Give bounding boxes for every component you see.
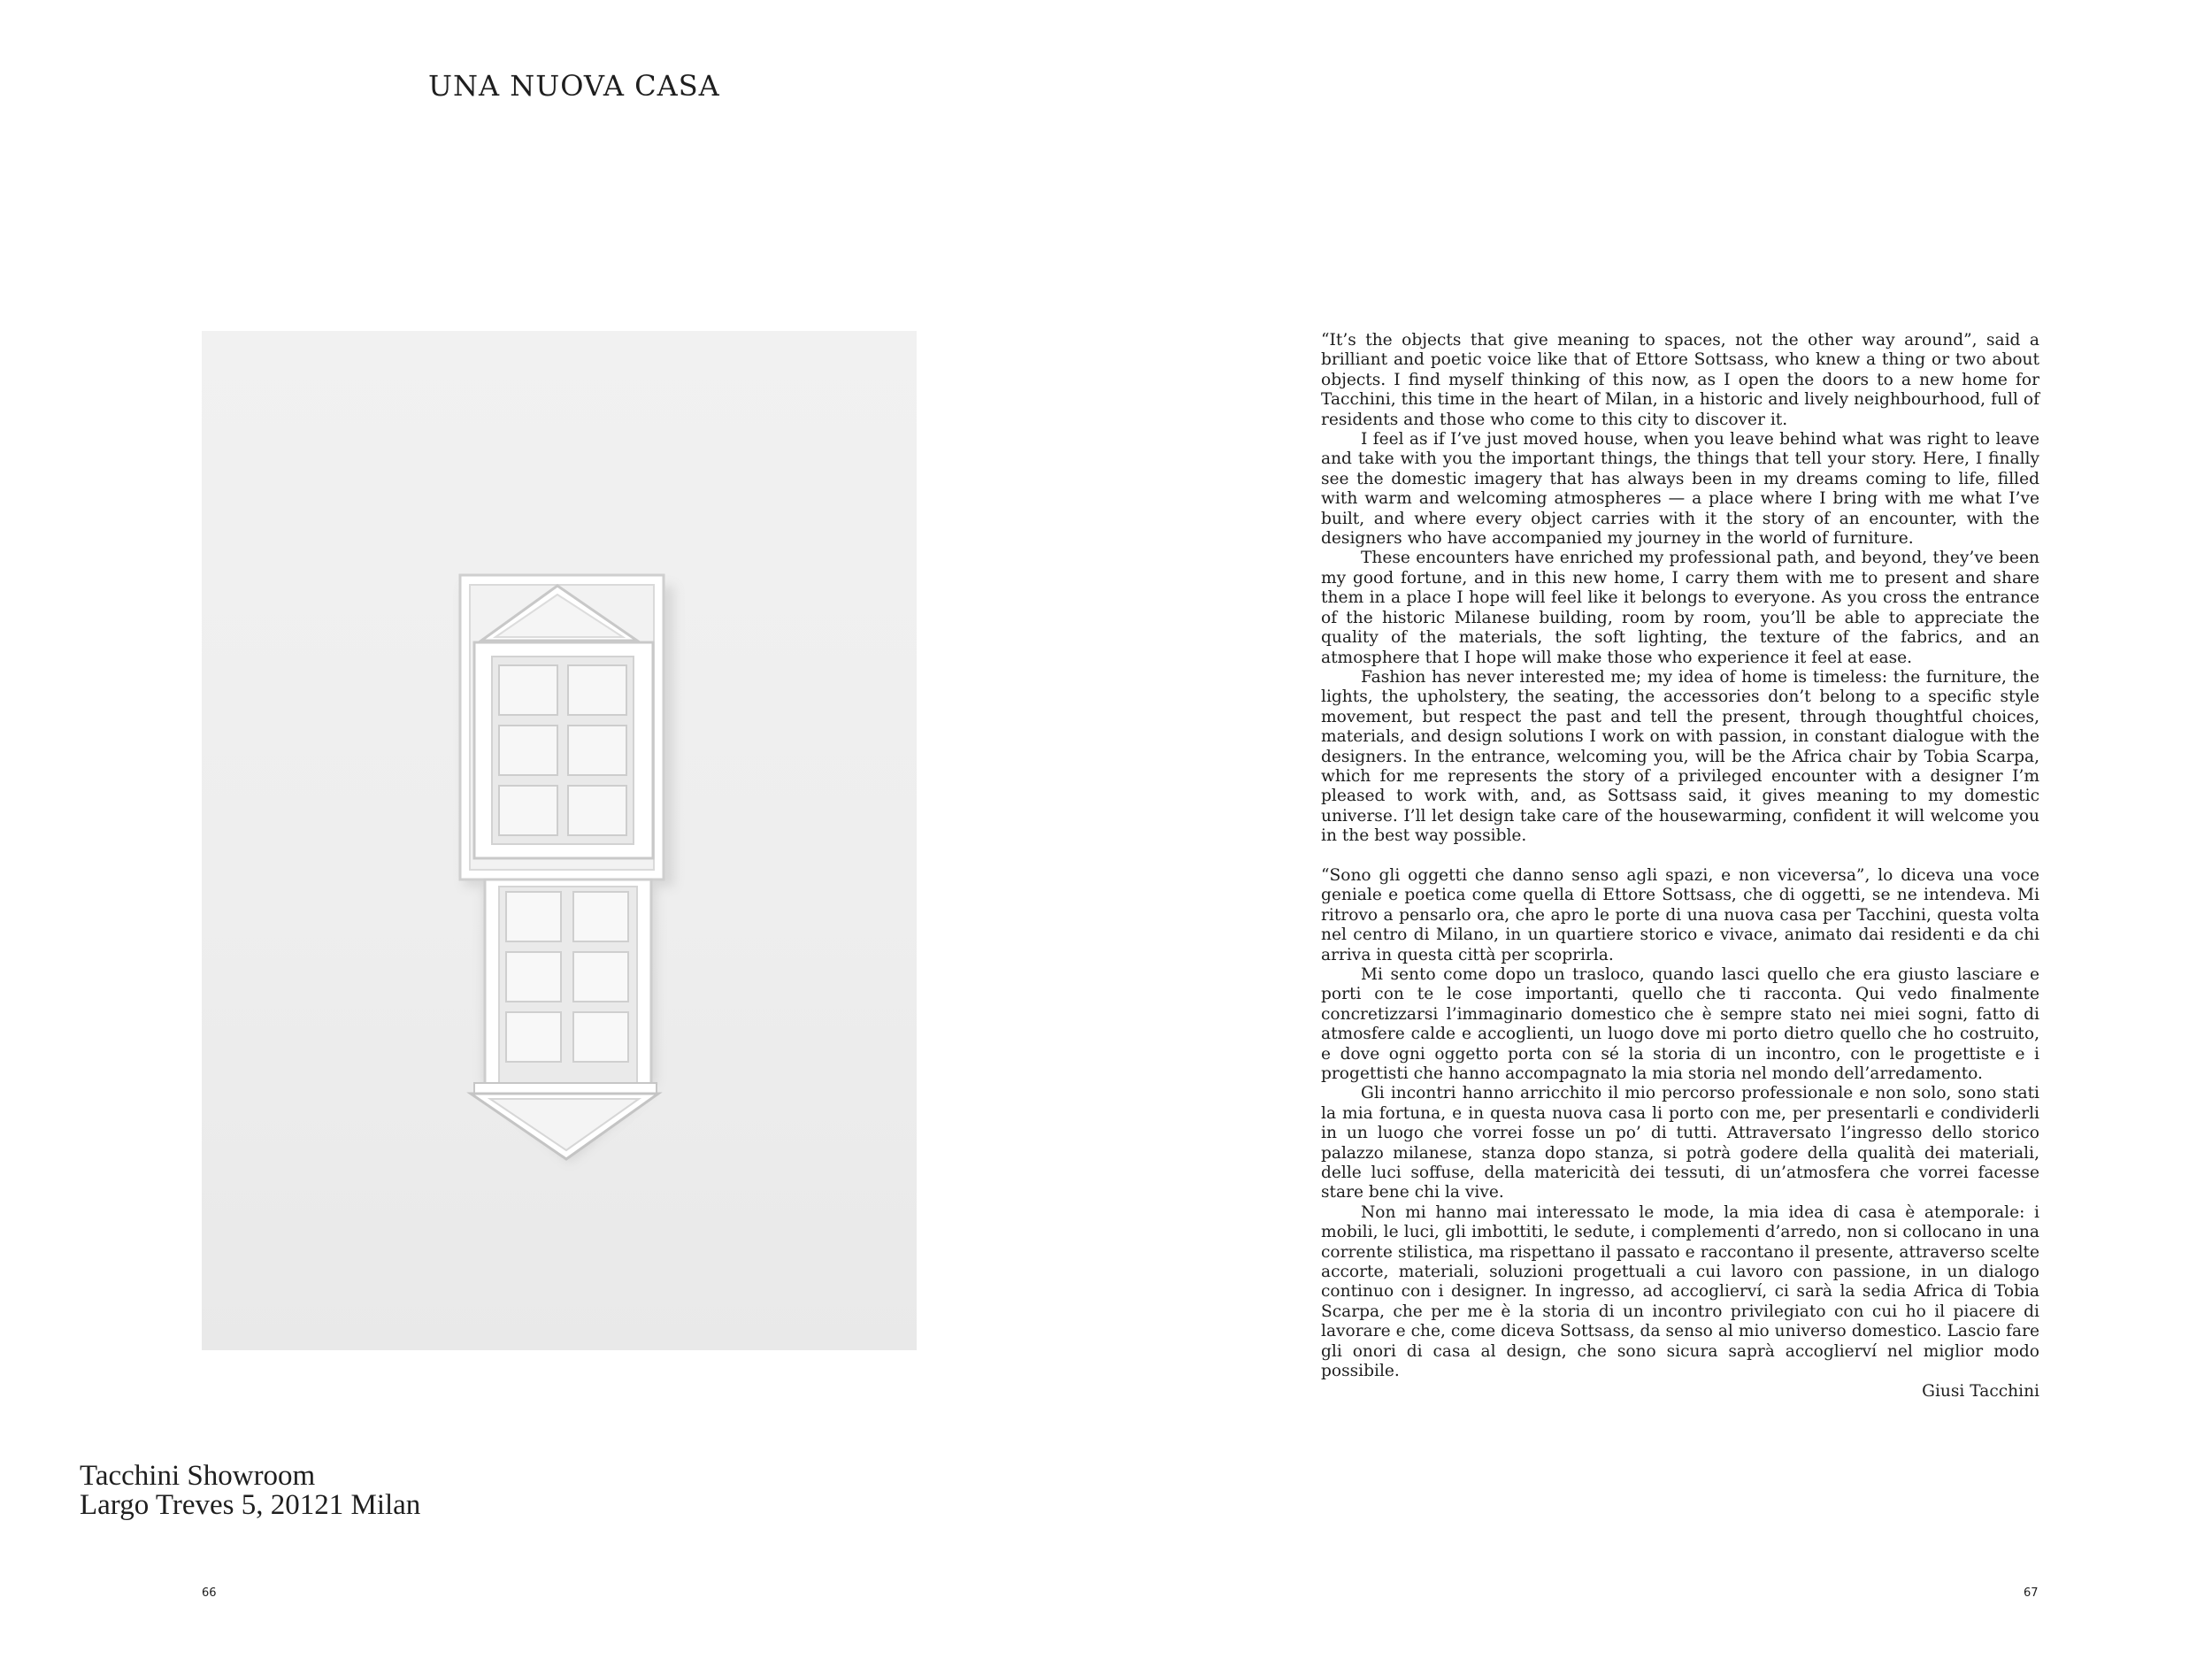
english-paragraph-1: “It’s the objects that give meaning to spaces, not the other way around”, said a brilliant and poetic voice like that of Ettore Sottsass, who knew a thing or two about objects. I find myself thinking of this now, as I open the doors to a new home for Tacchini, this time in the heart of Milan, in a historic and lively neighbourhood, full of residents and those who come to this city to discover it. bbox=[1321, 331, 2039, 429]
page-number-right: 67 bbox=[2024, 1586, 2039, 1600]
caption-showroom-address: Largo Treves 5, 20121 Milan bbox=[80, 1489, 421, 1521]
showroom-caption bbox=[80, 1462, 420, 1520]
caption-showroom-name: Tacchini Showroom bbox=[80, 1460, 316, 1492]
paper-window-illustration bbox=[202, 331, 917, 1350]
paper-window-model-image bbox=[202, 331, 917, 1350]
italian-paragraph-4: Non mi hanno mai interessato le mode, la mia idea di casa è atemporale: i mobili, le luci, gli imbottiti, le sedute, i complementi d’arredo, non si collocano in una corrente stilistica, ma rispettano il passato e raccontano il presente, attraverso scelte accorte, materiali, soluzioni progettuali a cui lavoro con passione, in un dialogo continuo con i designer. In ingresso, ad accoglierví, ci sarà la sedia Africa di Tobia Scarpa, che per me è la storia di un incontro privilegiato con cui ho il piacere di lavorare e che, come diceva Sottsass, da senso al mio universo domestico. Lascio fare gli onori di casa al design, che sono sicura saprà accoglierví nel miglior modo possibile. bbox=[1321, 1202, 2039, 1381]
italian-paragraph-3: Gli incontri hanno arricchito il mio percorso professionale e non solo, sono stati la mia fortuna, e in questa nuova casa li porto con me, per presentarli e condividerli in un luogo che vorrei fosse un po’ di tutti. Attraversato l’ingresso dello storico palazzo milanese, stanza dopo stanza, si potrà godere della qualità dei materiali, delle luci soffuse, della matericità dei tessuti, di un’atmosfera che vorrei facesse stare bene chi la vive. bbox=[1321, 1084, 2039, 1202]
italian-paragraph-1: “Sono gli oggetti che danno senso agli spazi, e non viceversa”, lo diceva una voce geniale e poetica come quella di Ettore Sottsass, che di oggetti, se ne intendeva. Mi ritrovo a pensarlo ora, che apro le porte di una nuova casa per Tacchini, questa volta nel centro di Milano, in un quartiere storico e vivace, animato dai residenti e da chi arriva in questa città per scoprirla. bbox=[1321, 865, 2039, 964]
english-paragraph-4: Fashion has never interested me; my idea of home is timeless: the furniture, the lights, the upholstery, the seating, the accessories don’t belong to a specific style movement, but respect the past and tell the present, through thoughtful choices, materials, and design solutions I work on with passion, in constant dialogue with the designers. In the entrance, welcoming you, will be the Africa chair by Tobia Scarpa, which for me represents the story of a privileged encounter with a designer I’m pleased to work with, and, as Sottsass said, it gives meaning to my domestic universe. I’ll let design take care of the housewarming, confident it will welcome you in the best way possible. bbox=[1321, 667, 2039, 846]
article-text bbox=[1321, 331, 2039, 1402]
english-paragraph-2: I feel as if I’ve just moved house, when you leave behind what was right to leave and take with you the important things, the things that tell your story. Here, I finally see the domestic imagery that has always been in my dreams coming to life, filled with warm and welcoming atmospheres — a place where I bring with me what I’ve built, and where every object carries with it the story of an encounter, with the designers who have accompanied my journey in the world of furniture. bbox=[1321, 430, 2039, 549]
author-signature: Giusi Tacchini bbox=[1922, 1381, 2039, 1401]
italian-paragraph-2: Mi sento come dopo un trasloco, quando lasci quello che era giusto lasciare e porti con te le cose importanti, quello che ti racconta. Qui vedo finalmente concretizzarsi l’immaginario domestico che è sempre stato nei miei sogni, fatto di atmosfere calde e accoglienti, un luogo dove mi porto dietro quello che ho costruito, e dove ogni oggetto porta con sé la storia di un incontro, con le progettiste e i progettisti che hanno accompagnato la mia storia nel mondo dell’arredamento. bbox=[1321, 964, 2039, 1084]
page-number-left: 66 bbox=[202, 1586, 217, 1600]
language-divider-space bbox=[1321, 847, 2039, 866]
english-paragraph-3: These encounters have enriched my professional path, and beyond, they’ve been my good fortune, and in this new home, I carry them with me to present and share them in a place I hope will feel like it belongs to everyone. As you cross the entrance of the historic Milanese building, room by room, you’ll be able to appreciate the quality of the materials, the soft lighting, the texture of the fabrics, and an atmosphere that I hope will make those who experience it feel at ease. bbox=[1321, 549, 2039, 667]
section-title: UNA NUOVA CASA bbox=[428, 69, 720, 103]
